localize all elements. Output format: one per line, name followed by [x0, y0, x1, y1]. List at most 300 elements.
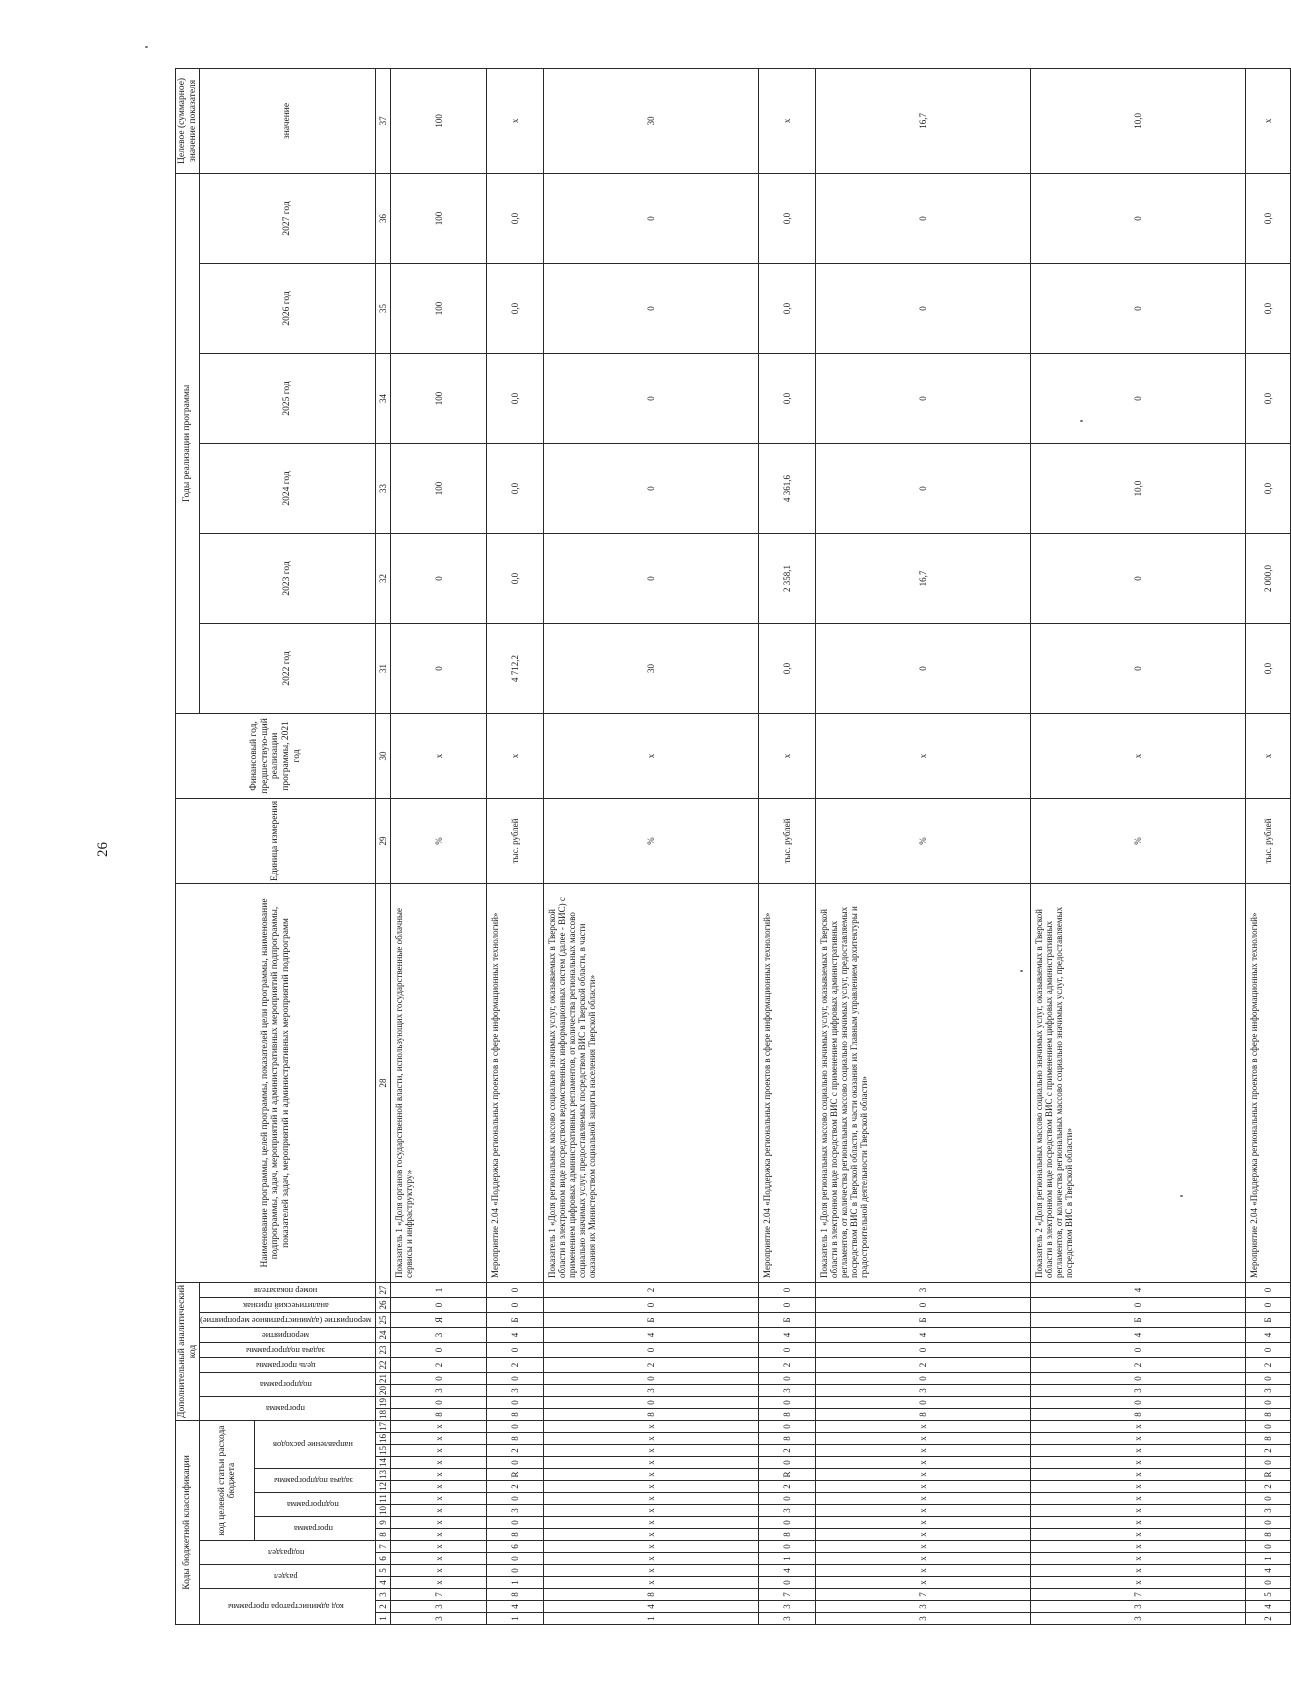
- column-number: 37: [376, 68, 391, 173]
- code-cell: х: [544, 1421, 759, 1433]
- code-cell: 0: [1030, 1298, 1245, 1313]
- year-value-cell: 0,0: [758, 173, 815, 263]
- code-cell: 0: [487, 1553, 544, 1565]
- code-cell: х: [1030, 1565, 1245, 1577]
- code-cell: 0: [544, 1343, 759, 1358]
- code-cell: х: [816, 1481, 1031, 1493]
- code-cell: Б: [758, 1313, 815, 1328]
- header-fin-year: Финансовый год, предшествую-щий реализации программы, 2021 год: [176, 713, 376, 798]
- code-cell: х: [1030, 1529, 1245, 1541]
- year-value-cell: 2 358,1: [758, 533, 815, 623]
- code-cell: 3: [816, 1613, 1031, 1625]
- code-cell: 0: [1245, 1421, 1290, 1433]
- indicator-name-cell: Показатель 1 «Доля региональных массово социально значимых услуг, оказываемых в Тверской области в электронном виде посредством ведомственных информационных систем (далее - ВИС) с применением цифровых административных регламентов, от количества региональных массово социально значимых услуг, предоставляемых посредством ВИС в Тверской области, в части оказания их Министерством социальной защиты населения Тверской области»: [544, 883, 759, 1282]
- code-cell: 0: [758, 1343, 815, 1358]
- header-goal: цель программы: [200, 1358, 376, 1373]
- code-cell: 4: [1245, 1601, 1290, 1613]
- indicator-name-cell: Показатель 2 «Доля региональных массово социально значимых услуг, оказываемых в Тверской области в электронном виде посредством ВИС с применением цифровых административных регламентов, от количества региональных массово социально значимых услуг, предоставляемых посредством ВИС в Тверской области»: [1030, 883, 1245, 1282]
- code-cell: х: [544, 1505, 759, 1517]
- header-name: Наименование программы, целей программы, показателей цели программы, наименование подпрограммы, задач, мероприятий и административных мероприятий подпрограммы, показателей задач, мероприятий и административных мероприятий подпрограмм: [176, 883, 376, 1282]
- code-cell: Б: [1245, 1313, 1290, 1328]
- code-cell: 7: [758, 1589, 815, 1601]
- code-cell: Б: [816, 1313, 1031, 1328]
- target-value-cell: 16,7: [816, 68, 1031, 173]
- code-cell: 3: [1030, 1613, 1245, 1625]
- target-value-cell: 10,0: [1030, 68, 1245, 173]
- table-body: [391, 68, 1291, 1624]
- code-cell: х: [816, 1517, 1031, 1529]
- fin-year-cell: х: [816, 713, 1031, 798]
- code-cell: 1: [758, 1553, 815, 1565]
- year-value-cell: 0,0: [1245, 623, 1290, 713]
- code-cell: 0: [758, 1397, 815, 1409]
- code-cell: х: [391, 1469, 487, 1481]
- year-value-cell: 0,0: [758, 263, 815, 353]
- code-cell: 7: [391, 1589, 487, 1601]
- code-cell: 2: [1245, 1445, 1290, 1457]
- code-cell: х: [391, 1541, 487, 1553]
- code-cell: 0: [758, 1517, 815, 1529]
- code-cell: х: [816, 1421, 1031, 1433]
- unit-cell: %: [391, 798, 487, 883]
- target-value-cell: 30: [544, 68, 759, 173]
- code-cell: 5: [1245, 1589, 1290, 1601]
- table-row: [1245, 68, 1290, 1624]
- code-cell: х: [391, 1481, 487, 1493]
- code-cell: 0: [391, 1397, 487, 1409]
- code-cell: 0: [1245, 1397, 1290, 1409]
- year-value-cell: 100: [391, 173, 487, 263]
- code-cell: Б: [544, 1313, 759, 1328]
- code-cell: х: [816, 1541, 1031, 1553]
- table-row: [391, 68, 487, 1624]
- column-number: 25: [376, 1313, 391, 1328]
- code-cell: 2: [544, 1358, 759, 1373]
- column-number: 11: [376, 1493, 391, 1505]
- code-cell: 0: [1030, 1343, 1245, 1358]
- code-cell: 0: [1245, 1298, 1290, 1313]
- code-cell: х: [1030, 1469, 1245, 1481]
- column-number: 34: [376, 353, 391, 443]
- scan-speck: [145, 46, 148, 48]
- code-cell: х: [544, 1481, 759, 1493]
- year-value-cell: 0,0: [758, 353, 815, 443]
- column-number: 14: [376, 1457, 391, 1469]
- code-cell: 4: [487, 1601, 544, 1613]
- code-cell: 1: [391, 1282, 487, 1297]
- code-cell: 0: [758, 1421, 815, 1433]
- header-program: программа: [255, 1517, 376, 1541]
- header-measure-admin: мероприятие (административное мероприятие): [200, 1313, 376, 1328]
- header-section: раздел: [200, 1565, 376, 1589]
- code-cell: 4: [544, 1601, 759, 1613]
- code-cell: 3: [816, 1282, 1031, 1297]
- code-cell: 1: [487, 1613, 544, 1625]
- code-cell: 0: [1245, 1577, 1290, 1589]
- fin-year-cell: х: [758, 713, 815, 798]
- code-cell: 3: [758, 1601, 815, 1613]
- rotated-table-wrapper: [175, 70, 1273, 1625]
- code-cell: 0: [487, 1397, 544, 1409]
- year-value-cell: 4 361,6: [758, 443, 815, 533]
- year-value-cell: 0: [544, 173, 759, 263]
- header-additional-code: Дополнительный аналитический код: [176, 1282, 200, 1420]
- column-number: 13: [376, 1469, 391, 1481]
- indicator-name-cell: Мероприятие 2.04 «Поддержка региональных проектов в сфере информационных технологий»: [1245, 883, 1290, 1282]
- unit-cell: %: [816, 798, 1031, 883]
- table-row: [487, 68, 544, 1624]
- table-row: [758, 68, 815, 1624]
- code-cell: х: [1030, 1445, 1245, 1457]
- fin-year-cell: х: [391, 713, 487, 798]
- scan-speck: [1180, 1195, 1183, 1197]
- code-cell: 8: [816, 1409, 1031, 1421]
- header-year-2026: 2026 год: [200, 263, 376, 353]
- column-number: 24: [376, 1328, 391, 1343]
- code-cell: 3: [1245, 1385, 1290, 1397]
- code-cell: 8: [487, 1433, 544, 1445]
- year-value-cell: 0,0: [487, 263, 544, 353]
- code-cell: х: [1030, 1433, 1245, 1445]
- code-cell: х: [816, 1433, 1031, 1445]
- header-analytic-sign: аналитический признак: [200, 1298, 376, 1313]
- code-cell: 0: [816, 1397, 1031, 1409]
- code-cell: х: [816, 1457, 1031, 1469]
- code-cell: х: [816, 1553, 1031, 1565]
- code-cell: х: [816, 1529, 1031, 1541]
- code-cell: 8: [544, 1409, 759, 1421]
- code-cell: 3: [758, 1385, 815, 1397]
- code-cell: 0: [544, 1298, 759, 1313]
- code-cell: 0: [758, 1493, 815, 1505]
- code-cell: 0: [758, 1373, 815, 1385]
- fin-year-cell: х: [487, 713, 544, 798]
- code-cell: 0: [816, 1343, 1031, 1358]
- code-cell: R: [758, 1469, 815, 1481]
- code-cell: 4: [816, 1328, 1031, 1343]
- code-cell: 0: [487, 1421, 544, 1433]
- year-value-cell: 100: [391, 443, 487, 533]
- code-cell: 0: [487, 1517, 544, 1529]
- code-cell: R: [487, 1469, 544, 1481]
- code-cell: 3: [1030, 1601, 1245, 1613]
- code-cell: 2: [1245, 1613, 1290, 1625]
- year-value-cell: 0,0: [1245, 353, 1290, 443]
- code-cell: Я: [391, 1313, 487, 1328]
- target-value-cell: х: [758, 68, 815, 173]
- code-cell: 3: [816, 1385, 1031, 1397]
- code-cell: х: [816, 1493, 1031, 1505]
- year-value-cell: 0,0: [1245, 443, 1290, 533]
- code-cell: х: [1030, 1481, 1245, 1493]
- code-cell: 4: [1030, 1328, 1245, 1343]
- table-row: [544, 68, 759, 1624]
- code-cell: 3: [487, 1505, 544, 1517]
- year-value-cell: 0,0: [1245, 263, 1290, 353]
- code-cell: 8: [487, 1529, 544, 1541]
- column-number: 1: [376, 1613, 391, 1625]
- year-value-cell: 0: [1030, 623, 1245, 713]
- column-number: 4: [376, 1577, 391, 1589]
- target-value-cell: х: [487, 68, 544, 173]
- code-cell: х: [391, 1433, 487, 1445]
- code-cell: х: [391, 1517, 487, 1529]
- code-cell: 0: [391, 1373, 487, 1385]
- code-cell: 3: [544, 1385, 759, 1397]
- header-target-article: код целевой статьи расхода бюджета: [200, 1421, 255, 1541]
- code-cell: 3: [391, 1328, 487, 1343]
- code-cell: 0: [487, 1298, 544, 1313]
- code-cell: 8: [1245, 1433, 1290, 1445]
- header-task: задача подпрограммы: [255, 1469, 376, 1493]
- code-cell: 2: [1245, 1481, 1290, 1493]
- column-number: 15: [376, 1445, 391, 1457]
- year-value-cell: 0: [1030, 533, 1245, 623]
- code-cell: 3: [758, 1505, 815, 1517]
- code-cell: 0: [391, 1298, 487, 1313]
- code-cell: х: [1030, 1553, 1245, 1565]
- code-cell: 2: [816, 1358, 1031, 1373]
- code-cell: х: [544, 1493, 759, 1505]
- year-value-cell: 0: [1030, 263, 1245, 353]
- unit-cell: %: [544, 798, 759, 883]
- header-subsection: подраздел: [200, 1541, 376, 1565]
- code-cell: 0: [1245, 1373, 1290, 1385]
- code-cell: 4: [1030, 1282, 1245, 1297]
- year-value-cell: 100: [391, 353, 487, 443]
- column-number: 20: [376, 1385, 391, 1397]
- code-cell: 2: [758, 1358, 815, 1373]
- code-cell: 0: [816, 1373, 1031, 1385]
- column-number: 30: [376, 713, 391, 798]
- header-years-group: Годы реализации программы: [176, 173, 200, 713]
- code-cell: 0: [1245, 1517, 1290, 1529]
- code-cell: 8: [487, 1589, 544, 1601]
- code-cell: 0: [816, 1298, 1031, 1313]
- code-cell: х: [1030, 1577, 1245, 1589]
- code-cell: х: [544, 1445, 759, 1457]
- code-cell: х: [391, 1493, 487, 1505]
- year-value-cell: 0: [391, 533, 487, 623]
- code-cell: 7: [1030, 1589, 1245, 1601]
- code-cell: 8: [758, 1433, 815, 1445]
- code-cell: 3: [391, 1601, 487, 1613]
- year-value-cell: 0: [544, 533, 759, 623]
- code-cell: 4: [758, 1565, 815, 1577]
- fin-year-cell: х: [544, 713, 759, 798]
- code-cell: х: [391, 1445, 487, 1457]
- header-unit: Единица измерения: [176, 798, 376, 883]
- code-cell: 0: [1245, 1282, 1290, 1297]
- column-number: 27: [376, 1282, 391, 1297]
- column-number: 36: [376, 173, 391, 263]
- code-cell: 2: [1030, 1358, 1245, 1373]
- year-value-cell: 0,0: [1245, 173, 1290, 263]
- year-value-cell: 0,0: [487, 353, 544, 443]
- year-value-cell: 0,0: [487, 443, 544, 533]
- code-cell: 0: [758, 1577, 815, 1589]
- code-cell: х: [816, 1505, 1031, 1517]
- header-budget-codes: Коды бюджетной классификации: [176, 1421, 200, 1625]
- code-cell: х: [544, 1457, 759, 1469]
- code-cell: 6: [487, 1541, 544, 1553]
- code-cell: 3: [487, 1385, 544, 1397]
- header-year-2022: 2022 год: [200, 623, 376, 713]
- code-cell: 0: [758, 1541, 815, 1553]
- code-cell: 0: [758, 1298, 815, 1313]
- code-cell: 0: [758, 1457, 815, 1469]
- code-cell: х: [1030, 1493, 1245, 1505]
- code-cell: 0: [1030, 1397, 1245, 1409]
- code-cell: 0: [487, 1457, 544, 1469]
- code-cell: х: [1030, 1457, 1245, 1469]
- year-value-cell: 0: [816, 173, 1031, 263]
- code-cell: х: [544, 1541, 759, 1553]
- code-cell: х: [544, 1469, 759, 1481]
- year-value-cell: 0: [544, 443, 759, 533]
- header-indicator-no: номер показателя: [200, 1282, 376, 1297]
- year-value-cell: 0: [544, 353, 759, 443]
- column-number: 17: [376, 1421, 391, 1433]
- code-cell: 0: [1245, 1493, 1290, 1505]
- code-cell: 8: [758, 1529, 815, 1541]
- year-value-cell: 2 000,0: [1245, 533, 1290, 623]
- code-cell: 8: [544, 1589, 759, 1601]
- column-number: 29: [376, 798, 391, 883]
- code-cell: х: [816, 1565, 1031, 1577]
- year-value-cell: 4 712,2: [487, 623, 544, 713]
- code-cell: Б: [487, 1313, 544, 1328]
- column-number: 35: [376, 263, 391, 353]
- year-value-cell: 10,0: [1030, 443, 1245, 533]
- table-row: [816, 68, 1031, 1624]
- code-cell: 0: [487, 1565, 544, 1577]
- code-cell: 0: [1030, 1373, 1245, 1385]
- code-cell: 3: [391, 1385, 487, 1397]
- year-value-cell: 16,7: [816, 533, 1031, 623]
- code-cell: 4: [1245, 1328, 1290, 1343]
- page-number: 26: [95, 842, 111, 857]
- code-cell: 3: [1030, 1385, 1245, 1397]
- code-cell: х: [391, 1421, 487, 1433]
- code-cell: х: [391, 1565, 487, 1577]
- code-cell: х: [391, 1577, 487, 1589]
- code-cell: 3: [758, 1613, 815, 1625]
- year-value-cell: 0,0: [487, 173, 544, 263]
- code-cell: 8: [1030, 1409, 1245, 1421]
- code-cell: х: [544, 1565, 759, 1577]
- header-year-2023: 2023 год: [200, 533, 376, 623]
- code-cell: 0: [1245, 1343, 1290, 1358]
- code-cell: 2: [758, 1481, 815, 1493]
- year-value-cell: 0: [816, 443, 1031, 533]
- year-value-cell: 0: [816, 353, 1031, 443]
- code-cell: 7: [816, 1589, 1031, 1601]
- code-cell: х: [544, 1517, 759, 1529]
- code-cell: 0: [544, 1397, 759, 1409]
- header-direction: направление расходов: [255, 1421, 376, 1469]
- code-cell: 4: [1245, 1565, 1290, 1577]
- column-number: 16: [376, 1433, 391, 1445]
- code-cell: 2: [544, 1282, 759, 1297]
- column-number: 28: [376, 883, 391, 1282]
- code-cell: х: [391, 1553, 487, 1565]
- code-cell: 3: [391, 1613, 487, 1625]
- code-cell: х: [544, 1529, 759, 1541]
- scan-speck: [1080, 420, 1083, 422]
- indicator-name-cell: Мероприятие 2.04 «Поддержка региональных проектов в сфере информационных технологий»: [758, 883, 815, 1282]
- code-cell: 0: [1245, 1541, 1290, 1553]
- code-cell: 2: [758, 1445, 815, 1457]
- header-admin-code: код администратора программы: [200, 1589, 376, 1625]
- code-cell: х: [391, 1457, 487, 1469]
- code-cell: х: [1030, 1517, 1245, 1529]
- code-cell: 8: [487, 1409, 544, 1421]
- fin-year-cell: х: [1030, 713, 1245, 798]
- year-value-cell: 0: [544, 263, 759, 353]
- code-cell: 0: [487, 1373, 544, 1385]
- code-cell: х: [816, 1577, 1031, 1589]
- code-cell: х: [544, 1553, 759, 1565]
- code-cell: 0: [544, 1373, 759, 1385]
- code-cell: х: [1030, 1421, 1245, 1433]
- code-cell: 8: [1245, 1409, 1290, 1421]
- code-cell: 2: [487, 1358, 544, 1373]
- code-cell: 0: [1245, 1457, 1290, 1469]
- code-cell: х: [816, 1445, 1031, 1457]
- year-value-cell: 0: [1030, 173, 1245, 263]
- year-value-cell: 0: [391, 623, 487, 713]
- column-number: 5: [376, 1565, 391, 1577]
- column-number: 10: [376, 1505, 391, 1517]
- table-row: [1030, 68, 1245, 1624]
- code-cell: 2: [487, 1445, 544, 1457]
- scan-speck: [1020, 970, 1023, 972]
- year-value-cell: 30: [544, 623, 759, 713]
- code-cell: 4: [487, 1328, 544, 1343]
- code-cell: 4: [758, 1328, 815, 1343]
- column-number: 7: [376, 1541, 391, 1553]
- column-number: 33: [376, 443, 391, 533]
- code-cell: х: [816, 1469, 1031, 1481]
- year-value-cell: 100: [391, 263, 487, 353]
- code-cell: 0: [487, 1282, 544, 1297]
- year-value-cell: 0: [816, 263, 1031, 353]
- indicator-name-cell: Показатель 1 «Доля органов государственной власти, использующих государственные облачные сервисы и инфраструктуру»: [391, 883, 487, 1282]
- code-cell: 2: [487, 1481, 544, 1493]
- indicator-name-cell: Показатель 1 «Доля региональных массово социально значимых услуг, оказываемых в Тверской области в электронном виде посредством ВИС с применением цифровых административных регламентов, от количества региональных массово социально значимых услуг, предоставляемых посредством ВИС в Тверской области, в части оказания их Главным управлением архитектуры и градостроительной деятельности Тверской области»: [816, 883, 1031, 1282]
- code-cell: 8: [391, 1409, 487, 1421]
- target-value-cell: 100: [391, 68, 487, 173]
- header-add-program: программа: [200, 1397, 376, 1421]
- column-number: 21: [376, 1373, 391, 1385]
- header-subprogram: подпрограмма: [255, 1493, 376, 1517]
- program-indicators-table: [175, 68, 1291, 1625]
- year-value-cell: 0,0: [758, 623, 815, 713]
- column-number: 32: [376, 533, 391, 623]
- header-measure: мероприятие: [200, 1328, 376, 1343]
- year-value-cell: 0: [1030, 353, 1245, 443]
- unit-cell: тыс. рублей: [1245, 798, 1290, 883]
- target-value-cell: х: [1245, 68, 1290, 173]
- column-number: 12: [376, 1481, 391, 1493]
- column-number: 6: [376, 1553, 391, 1565]
- code-cell: х: [544, 1433, 759, 1445]
- code-cell: 0: [758, 1282, 815, 1297]
- code-cell: х: [1030, 1505, 1245, 1517]
- header-target-value: значение: [200, 68, 376, 173]
- column-number: 2: [376, 1601, 391, 1613]
